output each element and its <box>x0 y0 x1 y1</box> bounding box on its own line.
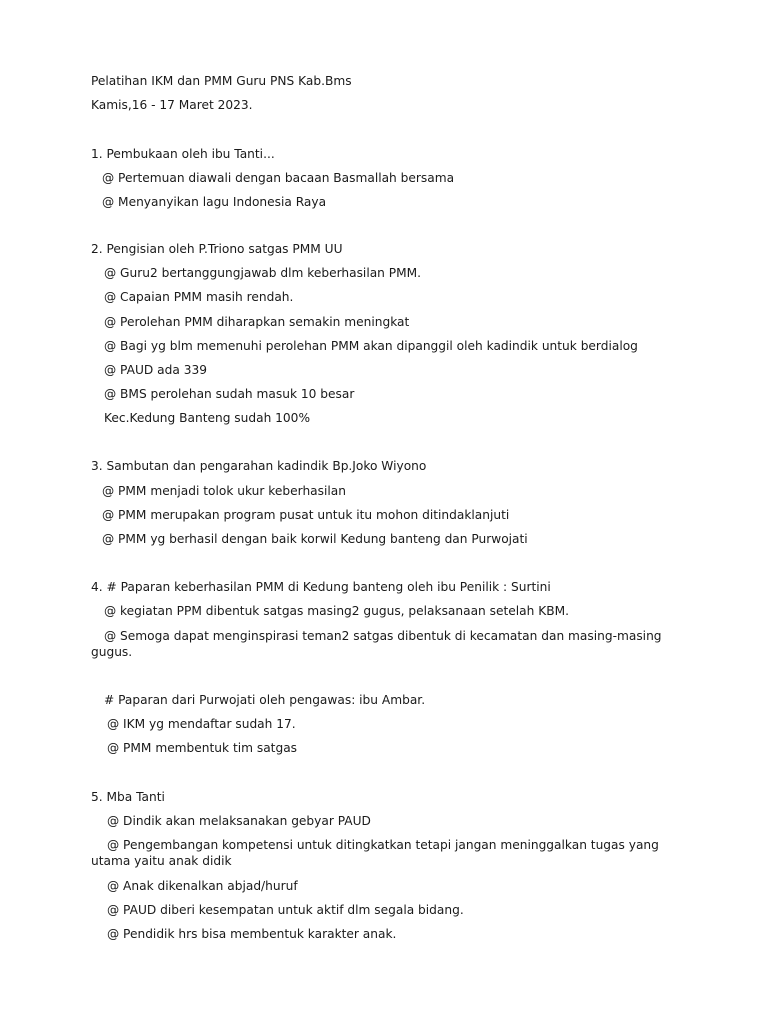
section-1-heading: 1. Pembukaan oleh ibu Tanti... <box>91 147 275 161</box>
section-2-item: Kec.Kedung Banteng sudah 100% <box>104 411 311 425</box>
section-5-item-continuation: utama yaitu anak didik <box>91 854 232 868</box>
section-4-subheading: # Paparan dari Purwojati oleh pengawas: ibu Ambar. <box>104 693 426 707</box>
section-4-subitem: @ PMM membentuk tim satgas <box>107 741 298 755</box>
doc-title: Pelatihan IKM dan PMM Guru PNS Kab.Bms <box>91 74 352 88</box>
section-3-item: @ PMM merupakan program pusat untuk itu mohon ditindaklanjuti <box>102 508 510 522</box>
section-4-heading: 4. # Paparan keberhasilan PMM di Kedung banteng oleh ibu Penilik : Surtini <box>91 580 551 594</box>
section-5-heading: 5. Mba Tanti <box>91 790 165 804</box>
section-2-item: @ BMS perolehan sudah masuk 10 besar <box>104 387 355 401</box>
section-3-heading: 3. Sambutan dan pengarahan kadindik Bp.Joko Wiyono <box>91 459 427 473</box>
section-4-item-continuation: gugus. <box>91 645 133 659</box>
section-3-item: @ PMM menjadi tolok ukur keberhasilan <box>102 484 346 498</box>
section-5-item: @ Pengembangan kompetensi untuk ditingkatkan tetapi jangan meninggalkan tugas yang <box>107 838 659 852</box>
section-5-item: @ Pendidik hrs bisa membentuk karakter anak. <box>107 927 397 941</box>
section-4-item: @ Semoga dapat menginspirasi teman2 satgas dibentuk di kecamatan dan masing-masing <box>104 629 662 643</box>
section-3-item: @ PMM yg berhasil dengan baik korwil Kedung banteng dan Purwojati <box>102 532 528 546</box>
doc-date: Kamis,16 - 17 Maret 2023. <box>91 98 253 112</box>
section-2-heading: 2. Pengisian oleh P.Triono satgas PMM UU <box>91 242 343 256</box>
section-2-item: @ Capaian PMM masih rendah. <box>104 290 294 304</box>
section-4-subitem: @ IKM yg mendaftar sudah 17. <box>107 717 296 731</box>
section-5-item: @ Anak dikenalkan abjad/huruf <box>107 879 298 893</box>
section-2-item: @ Perolehan PMM diharapkan semakin meningkat <box>104 315 410 329</box>
section-1-item: @ Menyanyikan lagu Indonesia Raya <box>102 195 327 209</box>
section-4-item: @ kegiatan PPM dibentuk satgas masing2 gugus, pelaksanaan setelah KBM. <box>104 604 569 618</box>
section-2-item: @ Guru2 bertanggungjawab dlm keberhasilan PMM. <box>104 266 422 280</box>
section-2-item: @ Bagi yg blm memenuhi perolehan PMM akan dipanggil oleh kadindik untuk berdialog <box>104 339 638 353</box>
section-2-item: @ PAUD ada 339 <box>104 363 207 377</box>
section-5-item: @ Dindik akan melaksanakan gebyar PAUD <box>107 814 371 828</box>
section-5-item: @ PAUD diberi kesempatan untuk aktif dlm segala bidang. <box>107 903 464 917</box>
section-1-item: @ Pertemuan diawali dengan bacaan Basmallah bersama <box>102 171 455 185</box>
